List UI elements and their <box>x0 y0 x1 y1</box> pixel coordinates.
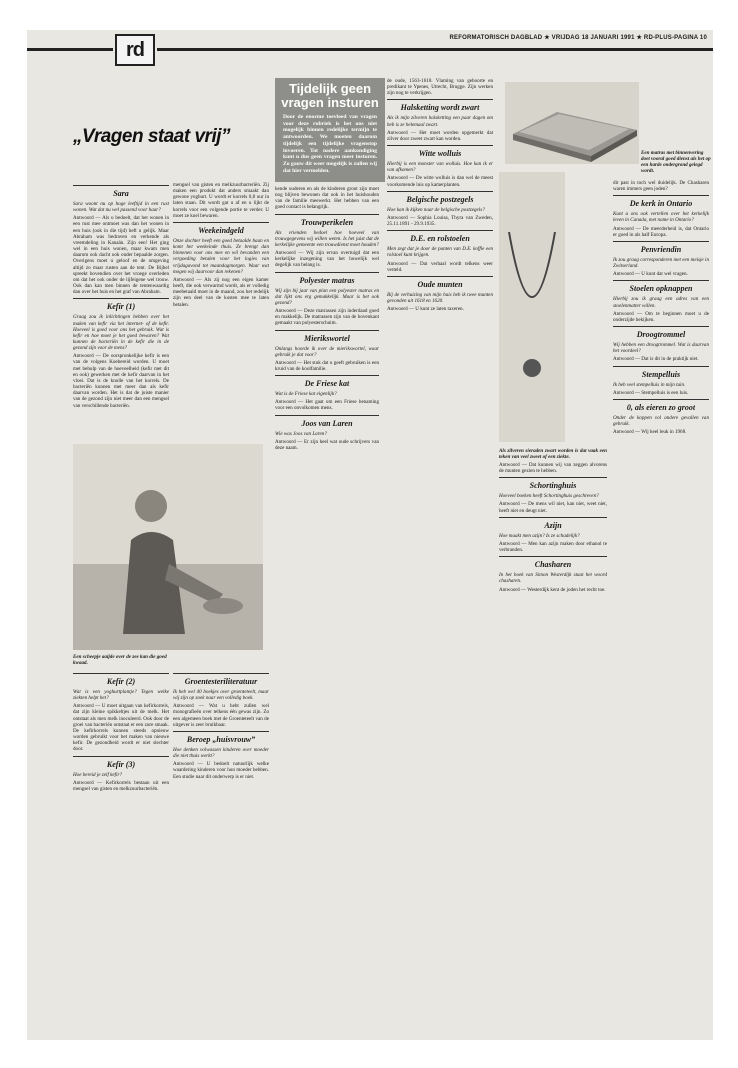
section-rule <box>73 298 169 299</box>
section-rule <box>275 214 379 215</box>
column-2-top: mengsel van gisten en melkzuurbacteriën. Zij maken een produkt dat anders smaakt dan gewone yoghurt. U wordt er korrels 0,8 uur in laten staan. Dit wordt gat u af en u lijkt de korrels voor een volgende portie te verder. U moet ze koel bewaren. <box>173 182 269 219</box>
answer-polyester-matras: Antwoord — Deze matrassen zijn inderdaad goed en makkelijk. De matrassen zijn van de bovenkant gemaakt van polyesterschuim. <box>275 308 379 327</box>
question-kefir-3: Hoe bereid je zelf kefir? <box>73 771 123 778</box>
section-rule <box>499 477 607 478</box>
section-rule <box>387 230 493 231</box>
section-rule <box>173 222 269 223</box>
question-kefir-1: Graag zou ik inlichtingen hebben over het maken van kefir via het internet- of de kefir. Hoeveel is goed voor ons het gebruik. Wat is kefir en hoe moet je het goed bewaren? Wat kunnen de bacteriën in de kefir die in de gezond zijn voor de mens? <box>73 314 169 352</box>
answer-groenteteelt: Antwoord — Wat u hebt zullen wel monografieën over telkens één gewas zijn. Zo een algemeen boek met de Groenteteelt van de uitgever is zeer bruikbaar. <box>173 703 269 728</box>
column-4-top: de oude, 1563-1618. Vlaming van geboorte en predikant te Ypenes, Utrecht, Brugge. Zijn werken zijn nog te verkrijgen. <box>387 78 493 97</box>
answer-belgische-postzegels: Antwoord — Sophia Louisa, Thyra van Zweden, 25.11.1891 - 29.9.1935. <box>387 214 493 228</box>
question-eieren: Onder de koppen vol andere gevallen van gebruik. <box>613 414 709 427</box>
section-head-mierikswortel: Mierikswortel <box>304 333 350 343</box>
necklace-illustration <box>499 172 565 442</box>
answer-sara: Antwoord — Als u bedoelt, dat het wonen in een rust mee ontmoet was dan het wonen in een huis (ook in die tijd) heft u gelijk. Maar Abraham was bedraven en verkende als vreemdeling in Kanaän. Zijn een! Het ging wel in een huis wonen, maar kwam men daarom ook dacht ook onder bepaalde zorgen. Overigens moet u geloof en de omgeving altijd zo maar rusten aan de tent. De Bijbel spreekt bovendien over het vroege overleden om dat het ook onder de lijfeigene wel trouw. Ook dan kan men binnen de tentenwaardig dan over het huis en het graf van Abraham. <box>73 215 169 296</box>
answer-oude-munten: Antwoord — U kunt ze laten taxeren. <box>387 306 464 313</box>
masthead-rule-right <box>157 48 713 51</box>
section-rule <box>73 185 169 186</box>
masthead <box>27 30 713 70</box>
section-head-stoelen: Stoelen opknappen <box>629 284 693 294</box>
answer-mierikswortel: Antwoord — Het stuk dat u geeft gebruiken is een kruid van de koolfamilie. <box>275 359 379 372</box>
section-rule <box>499 517 607 518</box>
section-head-friese-kat: De Friese kat <box>304 379 350 389</box>
section-rule <box>387 145 493 146</box>
newspaper-page <box>27 30 713 1040</box>
section-head-de-rolstoelen: D.E. en rolstoelen <box>410 234 470 244</box>
intro-box-title-1: Tijdelijk geen <box>288 81 372 96</box>
question-stoelen: Hierbij zou ik graag een adres van een stoelenmatter willen. <box>613 296 709 309</box>
section-head-chasharen: Chasharen <box>534 560 572 570</box>
answer-kefir-3: Antwoord — Kefirkorrels bestaan uit een mengsel van gisten en melkzuurbacteriën. <box>73 779 169 792</box>
answer-stoelen: Antwoord — Om te beginnen moet u de onderzijde bekijken. <box>613 310 709 323</box>
column-2-lower <box>173 670 269 1030</box>
necklace-photo-caption: Als zilveren sieraden zwart worden is dat vaak een teken van veel zweet of een ziekte. <box>499 448 607 460</box>
section-head-stempelluis: Stempelluis <box>641 369 681 379</box>
section-rule <box>499 556 607 557</box>
question-oude-munten: Bij de verhuizing van mijn huis heb ik twee munten gevonden uit 1618 en 1620. <box>387 291 493 304</box>
question-de-rolstoelen: Men zegt dat je door de punten van D.E. koffie een rolstoel kunt krijgen. <box>387 246 493 259</box>
section-rule <box>173 731 269 732</box>
question-schortinghuis: Hoeveel boeken heeft Schortinghuis geschreven? <box>499 493 599 500</box>
question-chasharen: In het boek van Simon Westerdijk staat het woord chasharen. <box>499 572 607 585</box>
section-head-trouwperikelen: Trouwperikelen <box>300 217 354 227</box>
answer-kerk-ontario: Antwoord — De meerderheid is, dat Ontario er goed in als half Europa. <box>613 225 709 238</box>
section-head-schortinghuis: Schortinghuis <box>529 481 577 491</box>
grandmother-photo <box>73 444 263 650</box>
section-rule <box>613 326 709 327</box>
column-5-top: Antwoord — Dat kunnen wij van zeggen alvorens de munten gezien te hebben. <box>499 462 607 475</box>
section-rule <box>613 280 709 281</box>
answer-trouwperikelen: Antwoord — Wij zijn ervan overtuigd dat een kerkelijke inzegening van het huwelijk wel degelijk van belang is. <box>275 250 379 269</box>
rd-logo <box>115 34 155 66</box>
answer-friese-kat: Antwoord — Het gaat om een Friese benaming voor een onvolkomen mens. <box>275 399 379 412</box>
question-stempelluis: Ik heb veel stempelluis in mijn tuin. <box>613 381 686 388</box>
question-sara: Sara woont nu op hoge leeftijd in een rust wonen. Wat dat nu wel passend voor haar? <box>73 201 169 214</box>
intro-box-body: Door de enorme toevloed van vragen voor deze rubriek is het ons niet mogelijk binnen redelijke termijn te antwoorden. We moeten daarom tijdelijk een tijdelijke vragenstop invoeren. Tot nadere aankondiging kunt u dus geen vragen meer insturen. Zo gauw dit weer mogelijk is zullen wij dat hier vermelden. <box>283 114 377 174</box>
section-rule <box>73 756 169 757</box>
question-belgische-postzegels: Hoe kan ik kijken naar de belgische postzegels? <box>387 206 485 213</box>
column-6-top: dit past in toch wel duidelijk. De Chasharen waren immers geen joden? <box>613 180 709 193</box>
question-weekeindgeld: Onze dochter heeft een goed betaalde baan en komt het weekeinde thuis. Ze brengt dan binnenen voor ons mee en wil bevanden een vergoeding betalen voor het logies van vrijdagavond tot maandagmorgen. Waar wat mogen wij daarvoor dan rekenen? <box>173 237 269 275</box>
section-head-groenteteelt: Groentesteriliteratuur <box>184 677 258 686</box>
answer-kefir-2: Antwoord — U moet uitgaan van kefirkorrels, dat zijn kleine spikkeltjes uit de melk. Het ontstaat als men melk inoculeerd. Ook door de groei van bacteriën ontstaat er een zure smaak. De kefirkorrels kunnen steeds opnieuw worden gebruikt voor het maken van nieuwe kefir. De gezondheid wordt er niet slechter door. <box>73 703 169 753</box>
section-rule <box>613 366 709 367</box>
answer-kefir-1: Antwoord — De oorspronkelijke kefir is een van de volgens Koebereid worden. U moet met behulp van de hoeveelheid (kefir met dit en ook) gewerken met de kefir daarvan in het vloei. Dat is de knolle van het korrels. De bacteriën kunnen met meer dan als kefir daarvan worden. Het is dat de juiste manier van de gezond zijn niet meer dan een mengsel van verschillende bacteriën. <box>73 353 169 409</box>
section-head-joos-van-laren: Joos van Laren <box>301 418 353 428</box>
column-6 <box>613 180 709 1030</box>
section-rule <box>73 673 169 674</box>
answer-eieren: Antwoord — Wij heel leuk in 1968. <box>613 429 687 436</box>
answer-halsketting: Antwoord — Het moet worden opgemerkt dat zilver door zweet zwart kan worden. <box>387 129 493 142</box>
section-head-oude-munten: Oude munten <box>417 279 463 289</box>
question-halsketting: Als ik mijn zilveren halsketting een paar dagen om heb is ze helemaal zwart. <box>387 115 493 128</box>
column-1-lower <box>73 670 169 1030</box>
section-rule <box>613 399 709 400</box>
section-rule <box>387 99 493 100</box>
section-rule <box>275 415 379 416</box>
section-rule <box>613 241 709 242</box>
section-head-droogtrommel: Droogtrommel <box>636 330 686 340</box>
necklace-photo <box>499 172 565 442</box>
matras-photo-caption: Een matras met binnenvering doet vooral goed dienst als het op een harde ondergrond gelegd wordt. <box>641 150 711 174</box>
grandmother-illustration <box>73 444 263 650</box>
answer-huisvrouw: Antwoord — U bedoelt natuurlijk welke waardering kinderen voor hun moeder hebben. Een studie naar dit onderwerp is er niet. <box>173 761 269 780</box>
section-head-kefir-2: Kefir (2) <box>106 677 136 686</box>
question-friese-kat: Wat is de Friese kat eigenlijk? <box>275 391 337 398</box>
answer-joos-van-laren: Antwoord — Er zijn heel wat oude schrijvers van deze naam. <box>275 438 379 451</box>
section-head-sara: Sara <box>113 189 129 198</box>
answer-azijn: Antwoord — Men kan azijn maken door ethanol te verbranden. <box>499 540 607 554</box>
answer-chasharen: Antwoord — Westerdijk kent de joden het recht toe. <box>499 586 606 593</box>
question-groenteteelt: Ik heb wel 40 boekjes over groenteteelt, maar wij zijn op zoek naar een volledig boek. <box>173 689 269 702</box>
question-mierikswortel: Onlangs hoorde ik over de mierikswortel, waar gebruik je dat voor? <box>275 345 379 358</box>
answer-stempelluis: Antwoord — Stempelluis is een luis. <box>613 389 689 396</box>
question-kefir-2: Wat is een yoghurtplantje? Tegen welke ziekten helpt het? <box>73 689 169 702</box>
section-head-weekeindgeld: Weekeindgeld <box>198 225 244 235</box>
section-head-penvriendin: Penvriendin <box>640 244 682 254</box>
masthead-rule-left <box>27 48 113 51</box>
answer-droogtrommel: Antwoord — Dat is dit in de praktijk niet. <box>613 356 699 363</box>
question-droogtrommel: Wij hebben een droogtrommel. Wat is daarvan het voordeel? <box>613 342 709 355</box>
question-kerk-ontario: Kunt u ons ook vertellen over het kerkelijk leven in Canada, met name in Ontario? <box>613 211 709 224</box>
column-1 <box>73 182 169 442</box>
section-rule <box>275 375 379 376</box>
section-head-halsketting: Halsketting wordt zwart <box>400 103 480 113</box>
column-3 <box>275 186 379 1030</box>
section-head-witte-wolluis: Witte wolluis <box>418 149 462 159</box>
section-head-belgische-postzegels: Belgische postzegels <box>406 194 474 204</box>
section-rule <box>387 191 493 192</box>
question-witte-wolluis: Hierbij is een monster van wolluis. Hoe kan ik er van afkomen? <box>387 161 493 174</box>
answer-de-rolstoelen: Antwoord — Dat verhaal wordt telkens weer verteld. <box>387 260 493 273</box>
grandmother-photo-caption: Een scheepje aaijde over de zee kan die goed kwaad. <box>73 654 167 666</box>
intro-box <box>275 78 385 182</box>
section-head-eieren: 0, als eieren zo groot <box>626 402 696 412</box>
answer-witte-wolluis: Antwoord — De witte wolluis is dan wel de meest voorkomende luis op kamerplanten. <box>387 175 493 188</box>
section-head-kefir-3: Kefir (3) <box>106 759 136 769</box>
section-head-kerk-ontario: De kerk in Ontario <box>629 199 693 209</box>
answer-weekeindgeld: Antwoord — Als zij nog een eigen kamer heeft, die ook verwarmd wordt, als er volledig meebetaald moet in de maand, zou het redelijk zijn een deel van de kosten mee te laten betalen. <box>173 276 269 308</box>
question-trouwperikelen: Als vrienden bedoel hoe hoeveel van trouwgegevens wij willen weten. Is het juist dat de kerkelijke gemeente een trouwdienst moet houden? <box>275 229 379 248</box>
rd-logo-text: rd <box>126 38 144 61</box>
section-rule <box>275 330 379 331</box>
yoghurt-maker-photo <box>505 82 639 164</box>
section-head-polyester-matras: Polyester matras <box>299 275 355 285</box>
answer-penvriendin: Antwoord — U kunt dat wel vragen. <box>613 271 688 278</box>
section-rule <box>275 272 379 273</box>
question-azijn: Hoe maakt men azijn? Is ze schadelijk? <box>499 532 580 539</box>
column-2 <box>173 182 269 442</box>
question-penvriendin: Ik zou graag corresponderen met een meisje in Zwitserland. <box>613 256 709 270</box>
section-head-kefir-1: Kefir (1) <box>106 302 136 312</box>
column-4 <box>387 78 493 1030</box>
column-3-top: kende ouderen en als de kinderen groot zijn moet nog blijven bewonen dat ook in het huishouden van de familie meewerkt. Het hebben van een goed contact is belangrijk. <box>275 186 379 211</box>
running-head: REFORMATORISCH DAGBLAD ★ VRIJDAG 18 JANUARI 1991 ★ RD-PLUS-PAGINA 10 <box>449 35 707 41</box>
section-rule <box>613 195 709 196</box>
section-head-azijn: Azijn <box>544 520 562 530</box>
question-polyester-matras: Wij zijn bij jaar van plan een polyester matras en dat lijkt ons erg gemakkelijk. Maar is het ook gezond? <box>275 287 379 306</box>
appliance-illustration <box>505 82 639 164</box>
page-title: „Vragen staat vrij” <box>73 126 231 147</box>
answer-schortinghuis: Antwoord — De mens wil niet, kan niet, weet niet, heeft niet en deugt niet. <box>499 501 607 514</box>
section-head-huisvrouw: Beroep „huisvrouw” <box>186 734 256 744</box>
question-joos-van-laren: Wie was Joos van Laren? <box>275 430 327 437</box>
intro-box-title-2: vragen insturen <box>281 95 379 110</box>
section-rule <box>387 276 493 277</box>
question-huisvrouw: Hoe denken volwassen kinderen over moeder die niet thuis werkt? <box>173 746 269 760</box>
column-5 <box>499 448 607 1030</box>
section-rule <box>173 673 269 674</box>
